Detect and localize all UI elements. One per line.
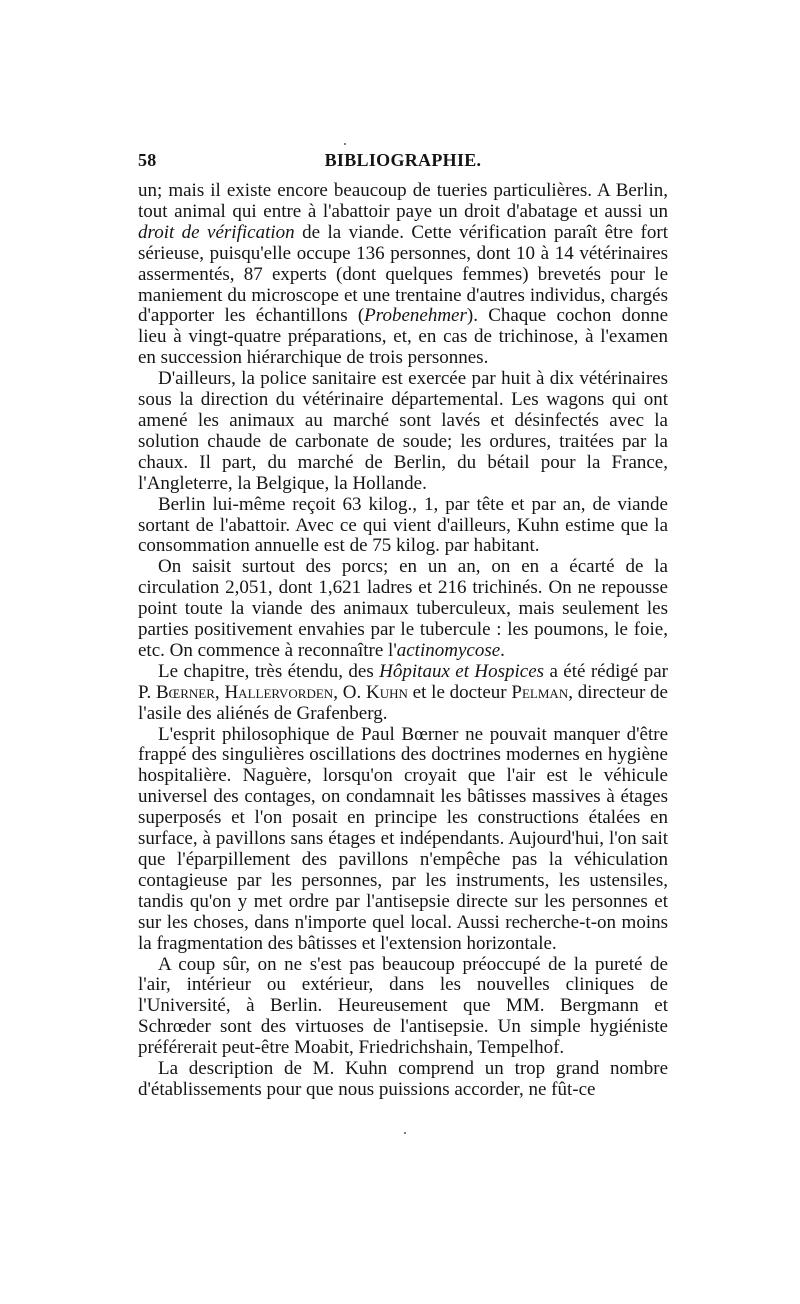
paragraph	[138, 495, 668, 558]
italic-text: droit de vérification	[138, 221, 295, 243]
author-name: Bœrner	[156, 681, 215, 703]
text-run: a été rédigé par P.	[138, 660, 668, 703]
text-run: Le chapitre, très étendu, des	[158, 660, 380, 682]
text-run: La description de M. Kuhn comprend un trop grand nombre d'établissements pour que nous puissions accorder, ne fût-ce	[138, 1058, 668, 1100]
italic-text: actinomycose	[396, 639, 501, 661]
italic-text: Probenehmer	[364, 305, 467, 327]
text-run: de la viande. Cette vérification paraît être fort sérieuse, puisqu'elle occupe 136 personnes, dont 10 à 14 vétérinaires assermentés, 87 experts (dont quelques femmes) brevetés pour le maniement du microscope et une trentaine d'autres individus, chargés d'apporter les échantillons (	[138, 221, 668, 327]
paragraph	[138, 662, 668, 725]
italic-text: Hôpitaux et Hospices	[379, 660, 545, 682]
text-run: un; mais il existe encore beaucoup de tueries particulières. A Berlin, tout animal qui entre à l'abattoir paye un droit d'abatage et aussi un	[138, 180, 668, 222]
author-name: Pelman	[511, 681, 569, 703]
paragraph	[138, 1059, 668, 1101]
text-run: et le docteur	[407, 681, 512, 703]
paragraph	[138, 369, 668, 494]
text-run: D'ailleurs, la police sanitaire est exercée par huit à dix vétérinaires sous la direction du vétérinaire départemental. Les wagons qui ont amené les animaux au marché sont lavés et désinfectés avec la solution chaude de carbonate de soude; les ordures, traitées par la chaux. Il part, du marché de Berlin, du bétail pour la France, l'Angleterre, la Belgique, la Hollande.	[138, 368, 668, 494]
paragraph	[138, 557, 668, 662]
body-text	[138, 181, 668, 1101]
page-number: 58	[138, 150, 157, 170]
text-run: , O.	[333, 681, 366, 703]
paragraph	[138, 955, 668, 1060]
text-run: Berlin lui-même reçoit 63 kilog., 1, par tête et par an, de viande sortant de l'abattoir. Avec ce qui vient d'ailleurs, Kuhn estime que la consommation annuelle est de 75 kilog. par habitant.	[138, 493, 668, 557]
running-title: BIBLIOGRAPHIE.	[324, 150, 482, 170]
text-run: A coup sûr, on ne s'est pas beaucoup préoccupé de la pureté de l'air, intérieur ou extérieur, dans les nouvelles cliniques de l'Université, à Berlin. Heureusement que MM. Bergmann et Schrœder sont des virtuoses de l'antisepsie. Un simple hygiéniste préférerait peut-être Moabit, Friedrichshain, Tempelhof.	[138, 953, 668, 1059]
text-run: On saisit surtout des porcs; en un an, on en a écarté de la circulation 2,051, dont 1,621 ladres et 216 trichinés. On ne repousse point toute la viande des animaux tuberculeux, mais seulement les parties positivement envahies par le tubercule : les poumons, le foie, etc. On commence à reconnaître l'	[138, 556, 668, 661]
paragraph	[138, 181, 668, 369]
text-run: .	[500, 639, 505, 661]
text-run: ). Chaque cochon donne lieu à vingt-quatre préparations, et, en cas de trichinose, à l'examen en succession hiérarchique de trois personnes.	[138, 305, 669, 369]
print-speck	[344, 143, 346, 145]
paragraph	[138, 725, 668, 955]
text-run: ,	[214, 681, 225, 703]
text-run: , directeur de l'asile des aliénés de Grafenberg.	[138, 681, 668, 724]
text-run: L'esprit philosophique de Paul Bœrner ne pouvait manquer d'être frappé des singulières oscillations des doctrines modernes en hygiène hospitalière. Naguère, lorsqu'on croyait que l'air est le véhicule universel des contages, on condamnait les bâtisses massives à étages superposés et l'on posait en principe les constructions étalées en surface, à pavillons sans étages et indépendants. Aujourd'hui, l'on sait que l'éparpillement des pavillons n'empêche pas la véhiculation contagieuse par les personnes, par les instruments, les ustensiles, tandis qu'on y met ordre par l'antisepsie directe sur les personnes et sur les choses, dans n'importe quel local. Aussi recherche-t-on moins la fragmentation des bâtisses et l'extension horizontale.	[138, 723, 668, 954]
author-name: Hallervorden	[224, 681, 334, 703]
author-name: Kuhn	[365, 681, 408, 703]
print-speck	[404, 1132, 406, 1134]
